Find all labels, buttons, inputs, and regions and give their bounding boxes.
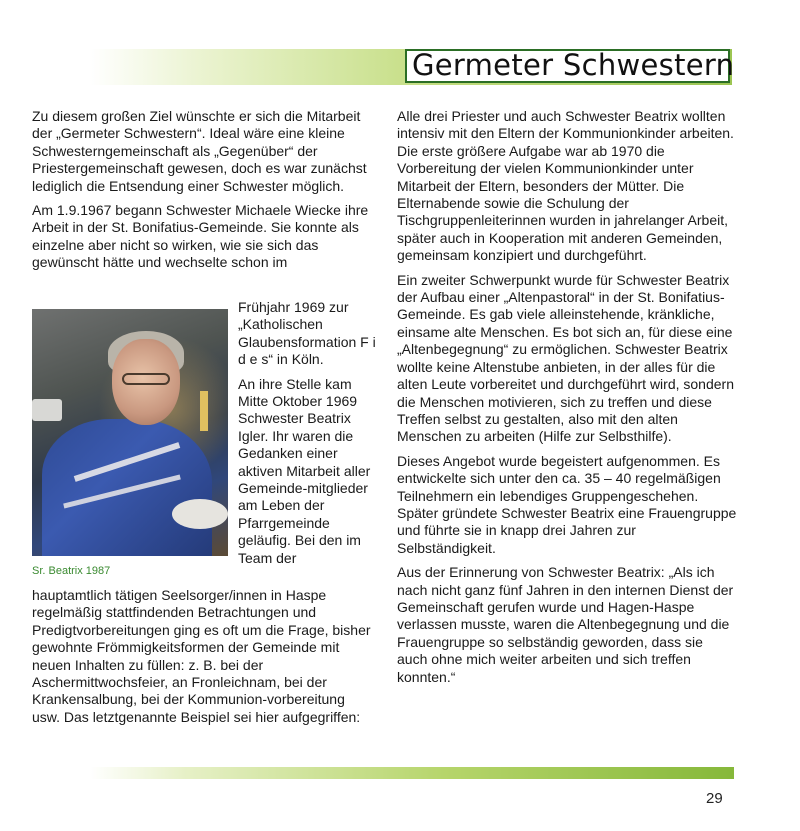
photo-sister-beatrix: [32, 309, 228, 556]
paragraph: Aus der Erinnerung von Schwester Beatrix: „Als ich nach nicht ganz fünf Jahren in den internen Dienst der Gemeinschaft gerufen wurde und Hagen-Haspe verlassen musste, waren die Altenbegegnung und die Frauengruppe so selbständig geworden, dass sie auch ohne mich weiter arbeiten und sich treffen konnten.“: [397, 564, 734, 685]
paragraph: Zu diesem großen Ziel wünschte er sich die Mitarbeit der „Germeter Schwestern“. Ideal wäre eine kleine Schwesterngemeinschaft als „Gegenüber“ der Priestergemeinschaft gewesen, doch es war zunächst lediglich die Entsendung einer Schwester möglich.: [32, 108, 367, 194]
paragraph: Ein zweiter Schwerpunkt wurde für Schwester Beatrix der Aufbau einer „Altenpastoral“ in der St. Bonifatius-Gemeinde. Es gab viele alleinstehende, kränkliche, einsame alte Menschen. Es bot sich an, für diese eine „Altenbegegnung“ zu ermöglichen. Schwester Beatrix wollte keine Altenstube anbieten, in der alles für die alten Leute vorbereitet und durchgeführt wird, sondern die Menschen motivieren, sich zu treffen und diese Treffen selbst zu gestalten, also mit den alten Menschen zu arbeiten (Hilfe zur Selbsthilfe).: [397, 271, 734, 445]
paragraph: Am 1.9.1967 begann Schwester Michaele Wiecke ihre Arbeit in der St. Bonifatius-Gemeinde. Sie konnte als einzelne aber nicht so wirken, wie sie sich das gewünscht hätte und wechselte schon im: [32, 202, 369, 271]
paragraph: Alle drei Priester und auch Schwester Beatrix wollten intensiv mit den Eltern der Kommunionkinder arbeiten. Die erste größere Aufgabe war ab 1970 die Vorbereitung der vielen Kommunionkinder unter Mitarbeit der Eltern, besonders der Mütter. Die Elternabende sowie die Schulung der Tischgruppenleiterinnen wurden in jahrelanger Arbeit, später auch in Kooperation mit anderen Gemeinden, gemeinsam konzipiert und durchgeführt.: [397, 108, 734, 264]
footer-gradient-band: [90, 767, 734, 779]
paragraph: Dieses Angebot wurde begeistert aufgenommen. Es entwickelte sich unter den ca. 35 – 40 regelmäßigen Teilnehmern ein lebendiges Gruppengeschehen. Später gründete Schwester Beatrix eine Frauengruppe und führte sie in knapp drei Jahren zur Selbständigkeit.: [397, 452, 737, 556]
right-column: [397, 108, 737, 686]
paragraph: An ihre Stelle kam Mitte Oktober 1969 Schwester Beatrix Igler. Ihr waren die Gedanken einer aktiven Mitarbeit aller Gemeinde-mitglieder am Leben der Pfarrgemeinde geläufig. Bei den im Team der: [238, 375, 371, 566]
paragraph: hauptamtlich tätigen Seelsorger/innen in Haspe regelmäßig stattfindenden Betrachtungen und Predigtvorbereitungen ging es oft um die Frage, bisher gewohnte Frömmigkeitsformen der Gemeinde mit neuen Inhalten zu füllen: z. B. bei der Aschermittwochsfeier, an Fronleichnam, bei der Krankensalbung, bei der Kommunion-vorbereitung usw. Das letztgenannte Beispiel sei hier aufgegriffen:: [32, 587, 371, 725]
left-column-continued: [32, 587, 372, 726]
paragraph: Frühjahr 1969 zur „Katholischen Glaubensformation F i d e s“ in Köln.: [238, 299, 376, 368]
left-column: [32, 108, 370, 272]
photo-caption: Sr. Beatrix 1987: [32, 565, 111, 577]
float-text-beside-photo: [238, 299, 378, 567]
page-title: Germeter Schwestern: [412, 48, 735, 82]
page-number: 29: [706, 790, 723, 807]
